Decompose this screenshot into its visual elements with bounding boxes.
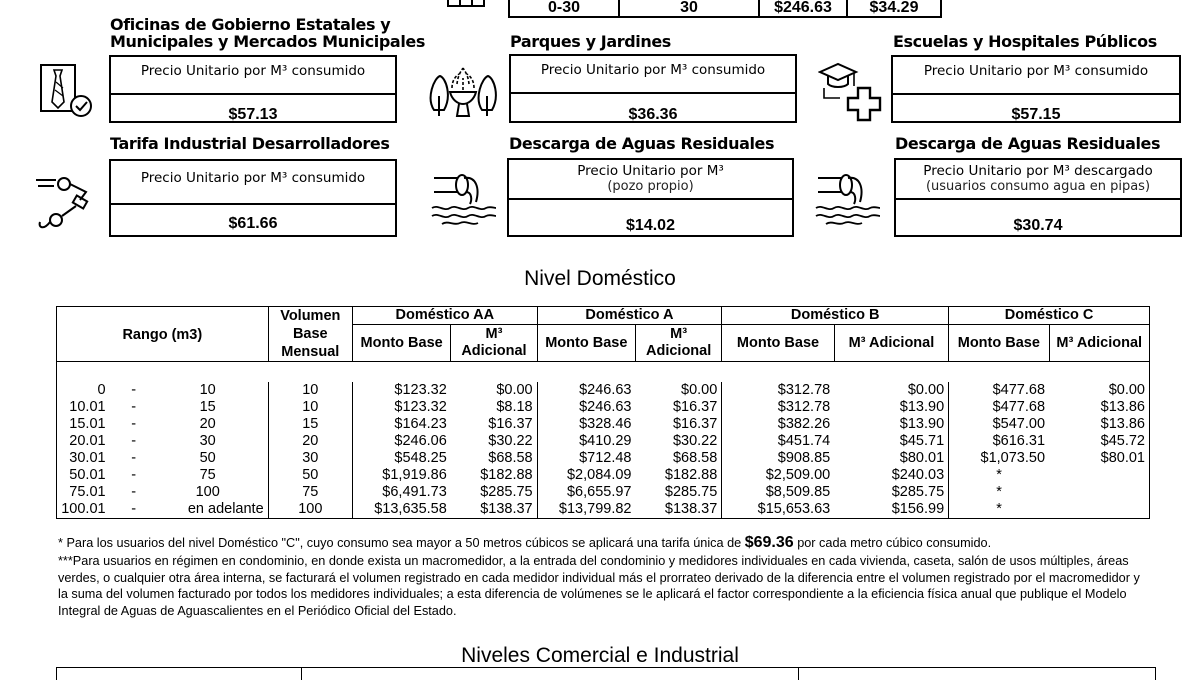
table-row — [57, 416, 1150, 433]
a-monto: $13,799.82 — [537, 501, 635, 519]
col-header-monto: Monto Base — [722, 325, 834, 362]
card-value: $61.66 — [228, 215, 278, 232]
price-card — [507, 158, 794, 237]
tie-icon — [38, 62, 96, 120]
c-monto: $477.68 — [949, 382, 1049, 399]
c-adicional: $0.00 — [1049, 382, 1149, 399]
base-volume: 20 — [268, 433, 352, 450]
a-monto: $246.63 — [537, 399, 635, 416]
range-dash: - — [131, 399, 137, 415]
range-to: 20 — [199, 416, 216, 432]
top-cell: $246.63 — [759, 0, 847, 18]
top-cell: $34.29 — [847, 0, 940, 18]
range-to: 75 — [199, 467, 216, 483]
range-dash: - — [131, 433, 137, 449]
a-monto: $712.48 — [537, 450, 635, 467]
partial-icon — [446, 0, 486, 8]
c-monto: * — [949, 501, 1049, 519]
card-header: Precio Unitario por M³ — [577, 163, 724, 179]
col-header-monto: Monto Base — [537, 325, 635, 362]
aa-adicional: $138.37 — [451, 501, 537, 519]
range-to: 100 — [195, 484, 220, 500]
b-monto: $2,509.00 — [722, 467, 834, 484]
price-card — [509, 54, 797, 123]
aa-monto: $123.32 — [352, 399, 450, 416]
range-to: 15 — [199, 399, 216, 415]
aa-adicional: $0.00 — [496, 382, 533, 398]
section-title-comercial: Niveles Comercial e Industrial — [461, 644, 739, 667]
range-from: 20.01 — [57, 433, 120, 450]
base-volume: 10 — [268, 382, 352, 399]
aa-monto: $13,635.58 — [352, 501, 450, 519]
col-header-rango: Rango (m3) — [57, 307, 269, 362]
b-monto: $15,653.63 — [722, 501, 834, 519]
top-cell: 30 — [619, 0, 759, 18]
range-from: 100.01 — [57, 501, 120, 519]
aa-adicional: $16.37 — [488, 416, 533, 432]
aa-monto: $164.23 — [352, 416, 450, 433]
a-monto: $246.63 — [537, 382, 635, 399]
range-from: 15.01 — [57, 416, 120, 433]
a-adicional: $30.22 — [672, 433, 718, 449]
col-header-volumen: Volumen Base Mensual — [268, 307, 352, 362]
base-volume: 100 — [268, 501, 352, 519]
col-header-adicional: M³ Adicional — [1049, 325, 1149, 362]
base-volume: 15 — [268, 416, 352, 433]
range-dash: - — [120, 501, 148, 519]
card-value: $57.13 — [228, 106, 278, 123]
range-to: 30 — [199, 433, 216, 449]
price-card — [894, 158, 1182, 237]
c-monto: $547.00 — [949, 416, 1049, 433]
aa-adicional: $68.58 — [488, 450, 533, 466]
c-adicional: $80.01 — [1049, 450, 1149, 467]
aa-monto: $6,491.73 — [352, 484, 450, 501]
aa-monto: $123.32 — [352, 382, 450, 399]
c-adicional: $45.72 — [1049, 433, 1149, 450]
a-monto: $2,084.09 — [537, 467, 635, 484]
range-to: 10 — [199, 382, 216, 398]
card-value: $36.36 — [628, 106, 678, 123]
b-adicional: $156.99 — [834, 501, 948, 519]
group-header: Doméstico A — [537, 307, 722, 325]
b-monto: $908.85 — [722, 450, 834, 467]
b-adicional: $0.00 — [907, 382, 945, 398]
section-title-domestico: Nivel Doméstico — [524, 267, 676, 290]
robot-arm-icon — [34, 172, 98, 234]
range-dash: - — [131, 484, 137, 500]
range-from: 0 — [57, 382, 120, 399]
a-adicional: $68.58 — [672, 450, 718, 466]
a-monto: $6,655.97 — [537, 484, 635, 501]
note-domestico-c — [58, 535, 1148, 552]
col-header-adicional: M³ Adicional — [635, 325, 721, 362]
a-adicional: $285.75 — [664, 484, 718, 500]
col-header-adicional: M³ Adicional — [834, 325, 948, 362]
a-adicional: $182.88 — [664, 467, 718, 483]
card-subheader: (usuarios consumo agua en pipas) — [925, 179, 1151, 194]
card-title: Descarga de Aguas Residuales — [895, 134, 1161, 153]
card-title: Escuelas y Hospitales Públicos — [893, 32, 1157, 51]
card-value: $57.15 — [1011, 106, 1061, 123]
b-monto: $382.26 — [722, 416, 834, 433]
c-monto: * — [949, 467, 1049, 484]
range-dash: - — [131, 416, 137, 432]
domestic-table-body — [57, 362, 1150, 519]
b-monto: $8,509.85 — [722, 484, 834, 501]
range-dash: - — [131, 382, 137, 398]
top-cell: 0-30 — [547, 0, 581, 16]
b-monto: $451.74 — [722, 433, 834, 450]
col-header-adicional: M³ Adicional — [451, 325, 537, 362]
c-adicional — [1049, 484, 1149, 501]
a-adicional: $16.37 — [672, 416, 718, 432]
range-to: en adelante — [148, 501, 268, 519]
group-header: Doméstico AA — [352, 307, 537, 325]
aa-adicional: $8.18 — [496, 399, 533, 415]
range-from: 30.01 — [57, 450, 120, 467]
domestic-tariff-table — [56, 306, 1150, 519]
table-row — [57, 450, 1150, 467]
range-to: 50 — [199, 450, 216, 466]
base-volume: 30 — [268, 450, 352, 467]
c-adicional — [1049, 501, 1149, 519]
card-value: $30.74 — [1013, 217, 1063, 234]
c-adicional — [1049, 467, 1149, 484]
card-value: $14.02 — [626, 217, 675, 234]
c-monto: $1,073.50 — [949, 450, 1049, 467]
top-partial-table — [508, 0, 942, 18]
card-title: Descarga de Aguas Residuales — [509, 134, 775, 153]
base-volume: 75 — [268, 484, 352, 501]
c-monto: $477.68 — [949, 399, 1049, 416]
range-from: 10.01 — [57, 399, 120, 416]
fountain-icon — [428, 60, 498, 118]
c-monto: $616.31 — [949, 433, 1049, 450]
table-row — [57, 501, 1150, 519]
note1-text-end: por cada metro cúbico consumido. — [797, 536, 992, 550]
aa-adicional: $285.75 — [480, 484, 533, 500]
note1-price: $69.36 — [744, 534, 794, 551]
card-title: Parques y Jardines — [510, 32, 671, 51]
a-adicional: $138.37 — [635, 501, 721, 519]
aa-adicional: $182.88 — [480, 467, 533, 483]
c-adicional: $13.86 — [1049, 416, 1149, 433]
b-monto: $312.78 — [722, 399, 834, 416]
table-row — [57, 484, 1150, 501]
price-card — [891, 55, 1181, 123]
b-adicional: $80.01 — [899, 450, 945, 466]
card-subheader: (pozo propio) — [607, 179, 694, 194]
b-monto: $312.78 — [722, 382, 834, 399]
c-adicional: $13.86 — [1049, 399, 1149, 416]
price-card — [109, 159, 397, 237]
table-row — [57, 433, 1150, 450]
spacer-row — [57, 362, 1150, 383]
table-row — [57, 467, 1150, 484]
range-dash: - — [131, 450, 137, 466]
group-header: Doméstico B — [722, 307, 949, 325]
graduation-cross-icon — [818, 58, 886, 122]
note-condominio: ***Para usuarios en régimen en condominio, en donde exista un macromedidor, a la entrada del condominio y medidores individuales en cada vivienda, caseta, salón de usos múltiples, áreas verdes, o cualquier otra área interna, se facturará el volumen registrado en cada medidor individual más el prorrateo derivado de la diferencia entre el volumen registrado por el macromedidor y la suma del volumen facturado por todos los medidores individuales; a esta diferencia de volúmenes se le aplicará el factor correspondiente a la eficiencia física anual que publique el Modelo Integral de Aguas de Aguascalientes en el Periódico Oficial del Estado. — [58, 554, 1140, 618]
aa-adicional: $30.22 — [488, 433, 533, 449]
range-from: 50.01 — [57, 467, 120, 484]
col-header-monto: Monto Base — [352, 325, 450, 362]
card-header: Precio Unitario por M³ descargado — [923, 163, 1153, 179]
card-header: Precio Unitario por M³ consumido — [540, 62, 766, 78]
b-adicional: $45.71 — [899, 433, 945, 449]
base-volume: 50 — [268, 467, 352, 484]
table-row — [57, 399, 1150, 416]
card-title: Oficinas de Gobierno Estatales y Municipales y Mercados Municipales — [110, 15, 425, 51]
card-header: Precio Unitario por M³ consumido — [923, 63, 1149, 79]
a-adicional: $0.00 — [681, 382, 718, 398]
aa-monto: $1,919.86 — [352, 467, 450, 484]
aa-monto: $246.06 — [352, 433, 450, 450]
note1-text: * Para los usuarios del nivel Doméstico "C", cuyo consumo sea mayor a 50 metros cúbicos se aplicará una tarifa única de — [58, 536, 742, 550]
range-from: 75.01 — [57, 484, 120, 501]
a-adicional: $16.37 — [672, 399, 718, 415]
price-card — [109, 55, 397, 123]
range-dash: - — [131, 467, 137, 483]
group-header: Doméstico C — [949, 307, 1150, 325]
c-monto: * — [949, 484, 1049, 501]
pipe-discharge-icon — [814, 168, 882, 228]
card-title: Tarifa Industrial Desarrolladores — [110, 134, 390, 153]
b-adicional: $240.03 — [891, 467, 945, 483]
a-monto: $410.29 — [537, 433, 635, 450]
a-monto: $328.46 — [537, 416, 635, 433]
b-adicional: $13.90 — [899, 416, 945, 432]
card-header: Precio Unitario por M³ consumido — [140, 63, 366, 79]
base-volume: 10 — [268, 399, 352, 416]
pipe-discharge-icon — [430, 168, 498, 228]
b-adicional: $285.75 — [891, 484, 945, 500]
table-row — [57, 382, 1150, 399]
aa-monto: $548.25 — [352, 450, 450, 467]
card-header: Precio Unitario por M³ consumido — [140, 170, 366, 186]
b-adicional: $13.90 — [899, 399, 945, 415]
col-header-monto: Monto Base — [949, 325, 1049, 362]
